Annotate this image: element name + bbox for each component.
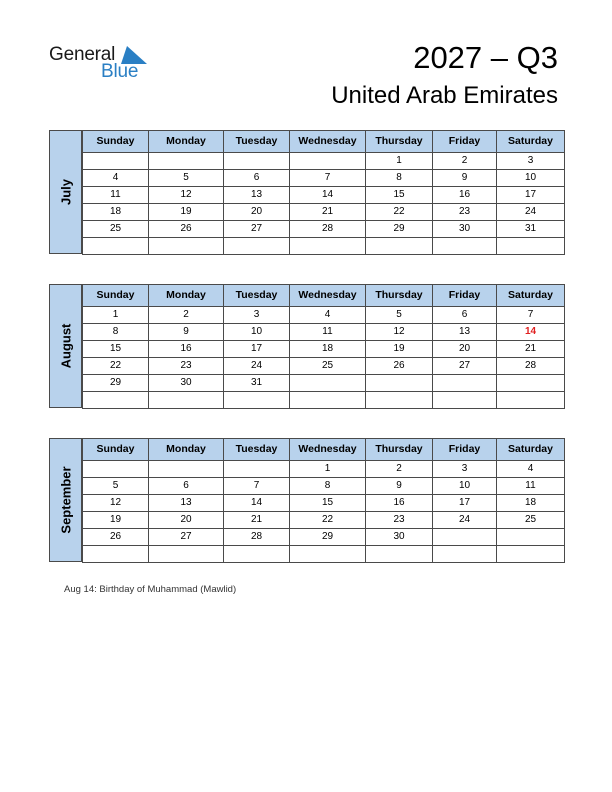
day-cell: 4 bbox=[290, 307, 366, 324]
day-cell: 9 bbox=[433, 170, 497, 187]
holiday-note: Aug 14: Birthday of Muhammad (Mawlid) bbox=[64, 584, 237, 595]
day-cell: 29 bbox=[83, 375, 149, 392]
day-cell: 6 bbox=[224, 170, 290, 187]
weekday-header: Tuesday bbox=[224, 131, 290, 153]
day-cell: 6 bbox=[149, 478, 224, 495]
day-cell: 21 bbox=[497, 341, 565, 358]
weekday-header: Monday bbox=[149, 131, 224, 153]
day-cell: 2 bbox=[149, 307, 224, 324]
day-cell: 22 bbox=[366, 204, 433, 221]
day-cell: 13 bbox=[149, 495, 224, 512]
day-cell: 14 bbox=[290, 187, 366, 204]
day-cell: 17 bbox=[497, 187, 565, 204]
day-cell: 18 bbox=[497, 495, 565, 512]
weekday-header-row bbox=[83, 285, 565, 307]
brand-logo bbox=[49, 44, 149, 84]
week-row bbox=[83, 307, 565, 324]
month-grid bbox=[82, 438, 565, 563]
brand-name-general: General bbox=[49, 44, 116, 65]
month-label-bar bbox=[49, 438, 82, 562]
weekday-header: Wednesday bbox=[290, 439, 366, 461]
day-cell bbox=[83, 461, 149, 478]
weekday-header-row bbox=[83, 131, 565, 153]
day-cell bbox=[497, 238, 565, 255]
month-name: September bbox=[58, 466, 73, 534]
day-cell: 14 bbox=[224, 495, 290, 512]
day-cell: 8 bbox=[290, 478, 366, 495]
day-cell: 11 bbox=[290, 324, 366, 341]
day-cell: 20 bbox=[224, 204, 290, 221]
day-cell bbox=[224, 153, 290, 170]
day-cell: 21 bbox=[290, 204, 366, 221]
weekday-header: Monday bbox=[149, 285, 224, 307]
month-calendar-september bbox=[49, 438, 564, 564]
day-cell: 16 bbox=[366, 495, 433, 512]
day-cell: 15 bbox=[366, 187, 433, 204]
day-cell: 19 bbox=[366, 341, 433, 358]
day-cell: 2 bbox=[433, 153, 497, 170]
day-cell: 15 bbox=[290, 495, 366, 512]
week-row bbox=[83, 358, 565, 375]
month-grid bbox=[82, 284, 565, 409]
day-cell bbox=[290, 153, 366, 170]
day-cell: 12 bbox=[149, 187, 224, 204]
month-label-bar bbox=[49, 284, 82, 408]
week-row bbox=[83, 495, 565, 512]
day-cell: 23 bbox=[366, 512, 433, 529]
day-cell bbox=[290, 392, 366, 409]
weekday-header: Sunday bbox=[83, 439, 149, 461]
day-cell: 12 bbox=[366, 324, 433, 341]
week-row bbox=[83, 529, 565, 546]
day-cell: 27 bbox=[224, 221, 290, 238]
day-cell: 22 bbox=[83, 358, 149, 375]
day-cell: 29 bbox=[290, 529, 366, 546]
day-cell: 5 bbox=[149, 170, 224, 187]
day-cell bbox=[366, 546, 433, 563]
day-cell: 28 bbox=[290, 221, 366, 238]
day-cell: 30 bbox=[366, 529, 433, 546]
day-cell: 9 bbox=[149, 324, 224, 341]
day-cell: 4 bbox=[83, 170, 149, 187]
day-cell bbox=[224, 238, 290, 255]
day-cell: 3 bbox=[224, 307, 290, 324]
week-row bbox=[83, 392, 565, 409]
day-cell bbox=[83, 153, 149, 170]
weekday-header: Wednesday bbox=[290, 131, 366, 153]
day-cell: 6 bbox=[433, 307, 497, 324]
day-cell bbox=[497, 375, 565, 392]
month-calendar-august bbox=[49, 284, 564, 410]
week-row bbox=[83, 512, 565, 529]
weekday-header: Tuesday bbox=[224, 439, 290, 461]
day-cell bbox=[497, 392, 565, 409]
week-row bbox=[83, 478, 565, 495]
weekday-header: Saturday bbox=[497, 439, 565, 461]
day-cell: 23 bbox=[149, 358, 224, 375]
day-cell: 28 bbox=[224, 529, 290, 546]
day-cell: 25 bbox=[83, 221, 149, 238]
day-cell: 15 bbox=[83, 341, 149, 358]
day-cell: 1 bbox=[366, 153, 433, 170]
day-cell: 10 bbox=[224, 324, 290, 341]
day-cell: 11 bbox=[83, 187, 149, 204]
day-cell: 10 bbox=[433, 478, 497, 495]
day-cell: 17 bbox=[433, 495, 497, 512]
weekday-header: Friday bbox=[433, 285, 497, 307]
week-row bbox=[83, 170, 565, 187]
weekday-header: Wednesday bbox=[290, 285, 366, 307]
day-cell: 30 bbox=[149, 375, 224, 392]
day-cell: 1 bbox=[290, 461, 366, 478]
weekday-header: Monday bbox=[149, 439, 224, 461]
weekday-header: Sunday bbox=[83, 131, 149, 153]
month-label-bar bbox=[49, 130, 82, 254]
page-title: 2027 – Q3 bbox=[413, 40, 558, 75]
day-cell: 8 bbox=[83, 324, 149, 341]
day-cell bbox=[366, 392, 433, 409]
day-cell: 16 bbox=[149, 341, 224, 358]
country-title: United Arab Emirates bbox=[331, 82, 558, 109]
day-cell: 29 bbox=[366, 221, 433, 238]
day-cell: 20 bbox=[433, 341, 497, 358]
weekday-header: Sunday bbox=[83, 285, 149, 307]
day-cell bbox=[224, 546, 290, 563]
day-cell: 7 bbox=[290, 170, 366, 187]
day-cell: 7 bbox=[497, 307, 565, 324]
day-cell bbox=[149, 392, 224, 409]
day-cell bbox=[83, 238, 149, 255]
day-cell: 27 bbox=[149, 529, 224, 546]
week-row bbox=[83, 221, 565, 238]
day-cell bbox=[83, 392, 149, 409]
day-cell bbox=[83, 546, 149, 563]
week-row bbox=[83, 375, 565, 392]
day-cell bbox=[149, 238, 224, 255]
day-cell bbox=[149, 461, 224, 478]
day-cell: 24 bbox=[224, 358, 290, 375]
day-cell: 17 bbox=[224, 341, 290, 358]
day-cell: 25 bbox=[290, 358, 366, 375]
weekday-header-row bbox=[83, 439, 565, 461]
day-cell bbox=[290, 375, 366, 392]
day-cell bbox=[433, 546, 497, 563]
weekday-header: Thursday bbox=[366, 285, 433, 307]
day-cell: 13 bbox=[433, 324, 497, 341]
day-cell: 24 bbox=[497, 204, 565, 221]
day-cell: 8 bbox=[366, 170, 433, 187]
day-cell bbox=[433, 375, 497, 392]
day-cell: 4 bbox=[497, 461, 565, 478]
day-cell: 11 bbox=[497, 478, 565, 495]
day-cell: 23 bbox=[433, 204, 497, 221]
day-cell: 18 bbox=[83, 204, 149, 221]
day-cell: 20 bbox=[149, 512, 224, 529]
weekday-header: Thursday bbox=[366, 131, 433, 153]
day-cell: 5 bbox=[366, 307, 433, 324]
month-name: July bbox=[58, 178, 73, 206]
day-cell: 1 bbox=[83, 307, 149, 324]
day-cell: 26 bbox=[366, 358, 433, 375]
day-cell bbox=[433, 392, 497, 409]
weekday-header: Saturday bbox=[497, 131, 565, 153]
day-cell: 24 bbox=[433, 512, 497, 529]
day-cell bbox=[290, 546, 366, 563]
holiday-day-cell: 14 bbox=[497, 324, 565, 341]
day-cell: 26 bbox=[149, 221, 224, 238]
day-cell: 31 bbox=[497, 221, 565, 238]
day-cell: 7 bbox=[224, 478, 290, 495]
month-grid bbox=[82, 130, 565, 255]
month-calendar-july bbox=[49, 130, 564, 256]
day-cell: 26 bbox=[83, 529, 149, 546]
day-cell: 30 bbox=[433, 221, 497, 238]
day-cell: 5 bbox=[83, 478, 149, 495]
day-cell: 19 bbox=[149, 204, 224, 221]
month-name: August bbox=[58, 323, 73, 369]
week-row bbox=[83, 204, 565, 221]
day-cell bbox=[149, 153, 224, 170]
day-cell bbox=[290, 238, 366, 255]
weekday-header: Saturday bbox=[497, 285, 565, 307]
day-cell: 19 bbox=[83, 512, 149, 529]
week-row bbox=[83, 341, 565, 358]
day-cell bbox=[366, 375, 433, 392]
day-cell: 25 bbox=[497, 512, 565, 529]
day-cell bbox=[497, 529, 565, 546]
week-row bbox=[83, 153, 565, 170]
day-cell: 10 bbox=[497, 170, 565, 187]
day-cell bbox=[433, 529, 497, 546]
week-row bbox=[83, 238, 565, 255]
week-row bbox=[83, 324, 565, 341]
day-cell: 28 bbox=[497, 358, 565, 375]
day-cell: 16 bbox=[433, 187, 497, 204]
day-cell: 2 bbox=[366, 461, 433, 478]
day-cell bbox=[433, 238, 497, 255]
day-cell bbox=[366, 238, 433, 255]
brand-name-blue: Blue bbox=[101, 61, 139, 82]
weekday-header: Friday bbox=[433, 131, 497, 153]
day-cell: 21 bbox=[224, 512, 290, 529]
week-row bbox=[83, 461, 565, 478]
day-cell: 12 bbox=[83, 495, 149, 512]
day-cell bbox=[497, 546, 565, 563]
week-row bbox=[83, 546, 565, 563]
day-cell: 3 bbox=[433, 461, 497, 478]
day-cell: 22 bbox=[290, 512, 366, 529]
day-cell bbox=[149, 546, 224, 563]
day-cell: 18 bbox=[290, 341, 366, 358]
day-cell bbox=[224, 461, 290, 478]
day-cell: 27 bbox=[433, 358, 497, 375]
weekday-header: Friday bbox=[433, 439, 497, 461]
day-cell: 31 bbox=[224, 375, 290, 392]
day-cell bbox=[224, 392, 290, 409]
weekday-header: Thursday bbox=[366, 439, 433, 461]
day-cell: 9 bbox=[366, 478, 433, 495]
day-cell: 13 bbox=[224, 187, 290, 204]
weekday-header: Tuesday bbox=[224, 285, 290, 307]
day-cell: 3 bbox=[497, 153, 565, 170]
week-row bbox=[83, 187, 565, 204]
